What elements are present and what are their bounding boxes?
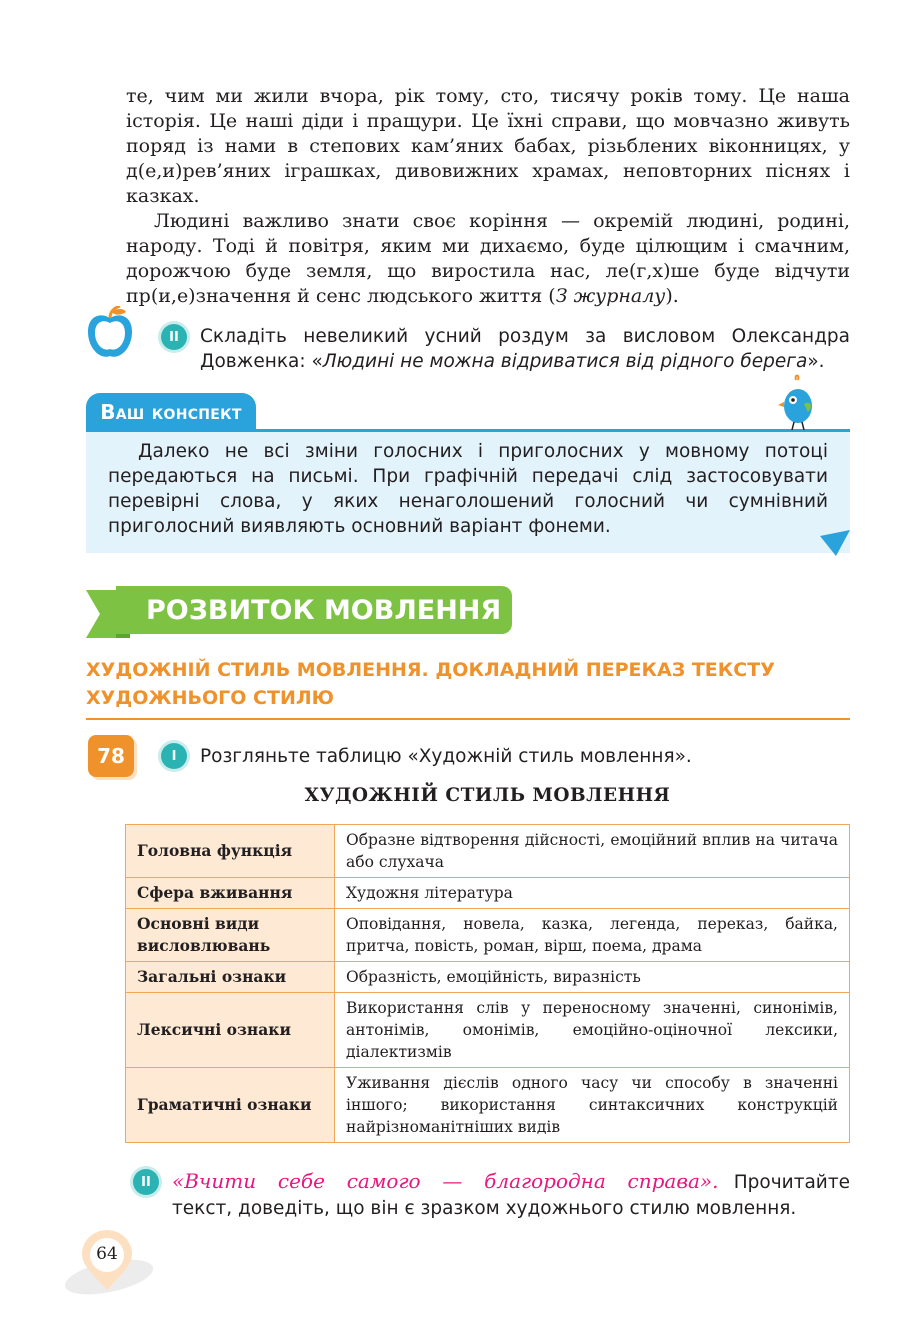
- intro-paragraph-2: Людині важливо знати своє коріння — окремій людині, родині, народу. Тоді й повітря, яким ми дихаємо, буде цілющим і смачним, дорожчою буде земля, що виростила нас, ле(г,х)ше буде відчути пр(и,е)значення й сенс людського життя (З журналу).: [126, 210, 850, 307]
- konspekt-label: Ваш конспект: [86, 393, 256, 431]
- row-label: Загальні ознаки: [126, 962, 335, 993]
- row-value: Образне відтворення дійсності, емоційний вплив на читача або слухача: [335, 825, 850, 878]
- table-row: [126, 825, 850, 878]
- table-row: [126, 878, 850, 909]
- text-title: «Вчити себе самого — благородна справа».: [172, 1169, 719, 1193]
- table-row: [126, 962, 850, 993]
- section-title: РОЗВИТОК МОВЛЕННЯ: [116, 586, 512, 634]
- task-read-text: «Вчити себе самого — благородна справа». Прочитайте текст, доведіть, що він є зразком художнього стилю мовлення.: [172, 1169, 850, 1219]
- row-label: Лексичні ознаки: [126, 993, 335, 1068]
- row-value: Уживання дієслів одного часу чи способу в значенні іншого; використання синтаксичних конструкцій найрізноманітніших видів: [335, 1068, 850, 1143]
- level-badge-ii: II: [161, 324, 187, 350]
- page-number: 64: [96, 1244, 118, 1264]
- level-badge-ii: II: [133, 1169, 159, 1195]
- intro-paragraph-1: те, чим ми жили вчора, рік тому, сто, тисячу років тому. Це наша історія. Це наші діди і пращури. Це їхні справи, що мовчазно живуть поряд із нами в степових кам’яних бабах, різьблених віконницях, у д(е,и)рев’яних іграшках, дивовижних храмах, неповторних піснях і казках.: [126, 85, 850, 207]
- exercise-text: Розгляньте таблицю «Художній стиль мовлення».: [200, 746, 692, 767]
- konspekt-text: Далеко не всі зміни голосних і приголосних у мовному потоці передаються на письмі. При графічній передачі слід застосовувати перевірні слова, у яких ненаголошений голосний чи сумнівний приголосний виявляють основний варіант фонеми.: [108, 441, 828, 537]
- section-subtitle: ХУДОЖНІЙ СТИЛЬ МОВЛЕННЯ. ДОКЛАДНИЙ ПЕРЕКАЗ ТЕКСТУ ХУДОЖНЬОГО СТИЛЮ: [86, 659, 775, 709]
- bird-icon: [776, 374, 816, 432]
- dovzhenko-quote: Людині не можна відриватися від рідного берега: [322, 351, 808, 372]
- apple-icon: [86, 306, 134, 362]
- row-value: Художня література: [335, 878, 850, 909]
- intro-text: [126, 84, 850, 309]
- style-table: [125, 824, 850, 1143]
- row-value: Оповідання, новела, казка, легенда, переказ, байка, притча, повість, роман, вірш, поема, драма: [335, 909, 850, 962]
- row-value: Образність, емоційність, виразність: [335, 962, 850, 993]
- section-divider: [86, 718, 850, 720]
- row-value: Використання слів у переносному значенні, синонімів, антонімів, омонімів, емоційно-оціночної лексики, діалектизмів: [335, 993, 850, 1068]
- table-title: ХУДОЖНІЙ СТИЛЬ МОВЛЕННЯ: [304, 785, 671, 806]
- row-label: Сфера вживання: [126, 878, 335, 909]
- table-row: [126, 993, 850, 1068]
- table-row: [126, 1068, 850, 1143]
- task-roztum: Складіть невеликий усний роздум за висловом Олександра Довженка: «Людині не можна відриватися від рідного берега».: [200, 326, 850, 372]
- table-row: [126, 909, 850, 962]
- row-label: Граматичні ознаки: [126, 1068, 335, 1143]
- row-label: Головна функція: [126, 825, 335, 878]
- level-badge-i: I: [161, 743, 187, 769]
- exercise-number: 78: [88, 735, 134, 777]
- row-label: Основні види висловлювань: [126, 909, 335, 962]
- corner-arrow-icon: [820, 530, 850, 560]
- source-reference: З журналу: [555, 285, 666, 307]
